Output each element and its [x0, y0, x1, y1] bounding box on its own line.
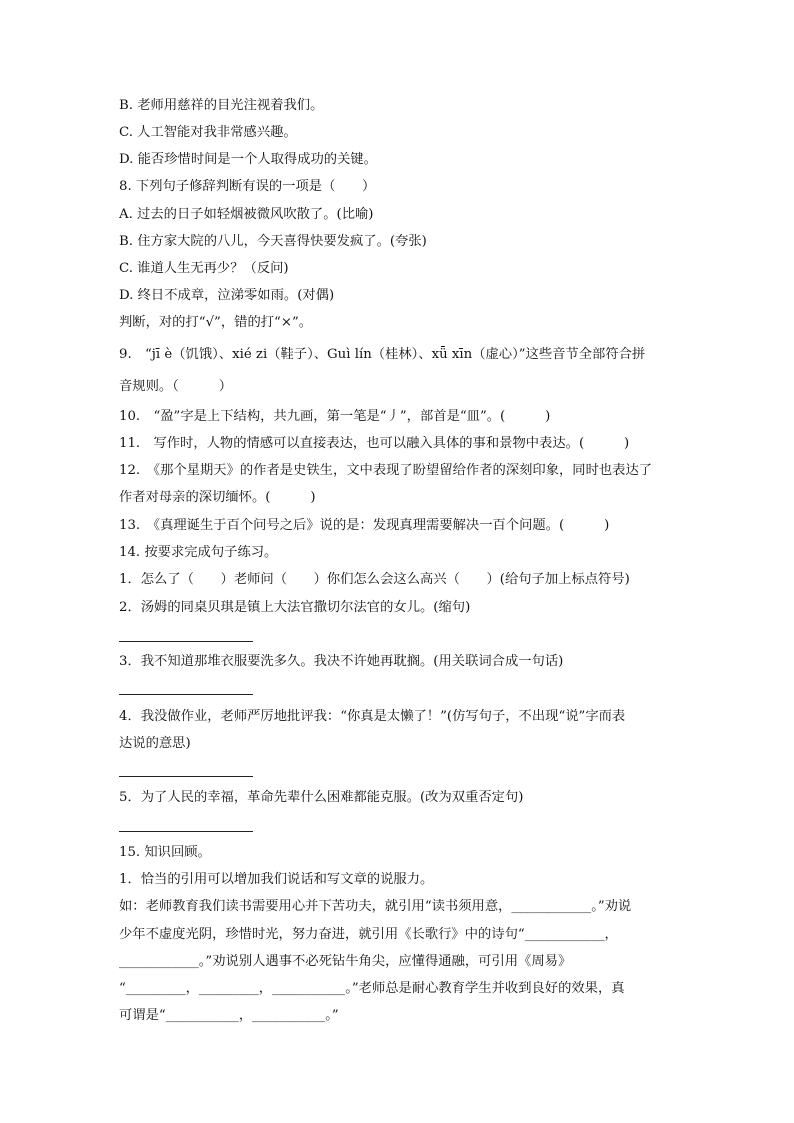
q15-paragraph-line1: 如：老师教育我们读书需要用心并下苦功夫，就引用“读书须用意，____________。”劝说 [119, 899, 632, 914]
question-12-line2: 作者对母亲的深切缅怀。( ) [119, 490, 316, 505]
option-d-line: D. 能否珍惜时间是一个人取得成功的关键。 [119, 152, 377, 167]
question-9-line2: 音规则。（ ） [119, 379, 233, 394]
question-11: 11. 写作时，人物的情感可以直接表达，也可以融入具体的事和景物中表达。( ) [119, 436, 630, 451]
q14-item-4-line2: 达说的意思) [119, 736, 191, 751]
q14-item-3: 3．我不知道那堆衣服要洗多久。我决不许她再耽搁。(用关联词合成一句话) [119, 654, 564, 669]
judgement-instruction: 判断，对的打“√”，错的打“×”。 [119, 315, 313, 330]
q14-item-4-line1: 4．我没做作业，老师严厉地批评我：“你真是太懒了！”(仿写句子，不出现“说”字而表 [119, 709, 626, 724]
q8-option-b: B. 住方家大院的八儿，今天喜得快要发疯了。(夸张) [119, 234, 427, 249]
question-9-line1: 9. “jī è（饥饿）、xié zi（鞋子）、Guì lín（桂林）、xǖ xīn（虚心）”这些音节全部符合拼 [119, 347, 646, 362]
q14-item-2: 2．汤姆的同桌贝琪是镇上大法官撒切尔法官的女儿。(缩句) [119, 600, 471, 615]
answer-line-3[interactable] [119, 694, 253, 695]
question-15-title: 15. 知识回顾。 [119, 845, 211, 860]
q15-item-1: 1．恰当的引用可以增加我们说话和写文章的说服力。 [119, 872, 434, 887]
q15-paragraph-line2: 少年不虚度光阴，珍惜时光，努力奋进，就引用《长歌行》中的诗句“____________， [119, 927, 618, 942]
question-14-title: 14. 按要求完成句子练习。 [119, 545, 278, 560]
answer-line-4[interactable] [119, 776, 253, 777]
q8-option-c: C. 谁道人生无再少？（反问) [119, 261, 289, 276]
question-8-title: 8. 下列句子修辞判断有误的一项是（ ） [119, 179, 376, 194]
question-12-line1: 12. 《那个星期天》的作者是史铁生，文中表现了盼望留给作者的深刻印象，同时也表达了 [119, 463, 653, 478]
answer-line-5[interactable] [119, 831, 253, 832]
answer-line-2[interactable] [119, 641, 253, 642]
question-13: 13. 《真理诞生于百个问号之后》说的是：发现真理需要解决一百个问题。( ) [119, 518, 610, 533]
option-c-line: C. 人工智能对我非常感兴趣。 [119, 125, 297, 140]
q14-item-1: 1．怎么了（ ）老师问（ ）你们怎么会这么高兴（ ）(给句子加上标点符号) [119, 572, 630, 587]
question-10: 10. “盈”字是上下结构，共九画，第一笔是“丿”，部首是“皿”。( ) [119, 409, 551, 424]
option-b-line: B. 老师用慈祥的目光注视着我们。 [119, 98, 324, 113]
q8-option-d: D. 终日不成章，泣涕零如雨。(对偶) [119, 288, 335, 303]
q15-paragraph-line5: 可谓是“___________，___________。” [119, 1008, 339, 1023]
q8-option-a: A. 过去的日子如轻烟被微风吹散了。(比喻) [119, 207, 374, 222]
q15-paragraph-line4: “_________，_________，___________。”老师总是耐心教育学生并收到良好的效果，真 [119, 981, 625, 996]
q14-item-5: 5．为了人民的幸福，革命先辈什么困难都能克服。(改为双重否定句) [119, 790, 524, 805]
q15-paragraph-line3: ____________。”劝说别人遇事不必死钻牛角尖，应懂得通融，可引用《周易》 [119, 954, 572, 969]
